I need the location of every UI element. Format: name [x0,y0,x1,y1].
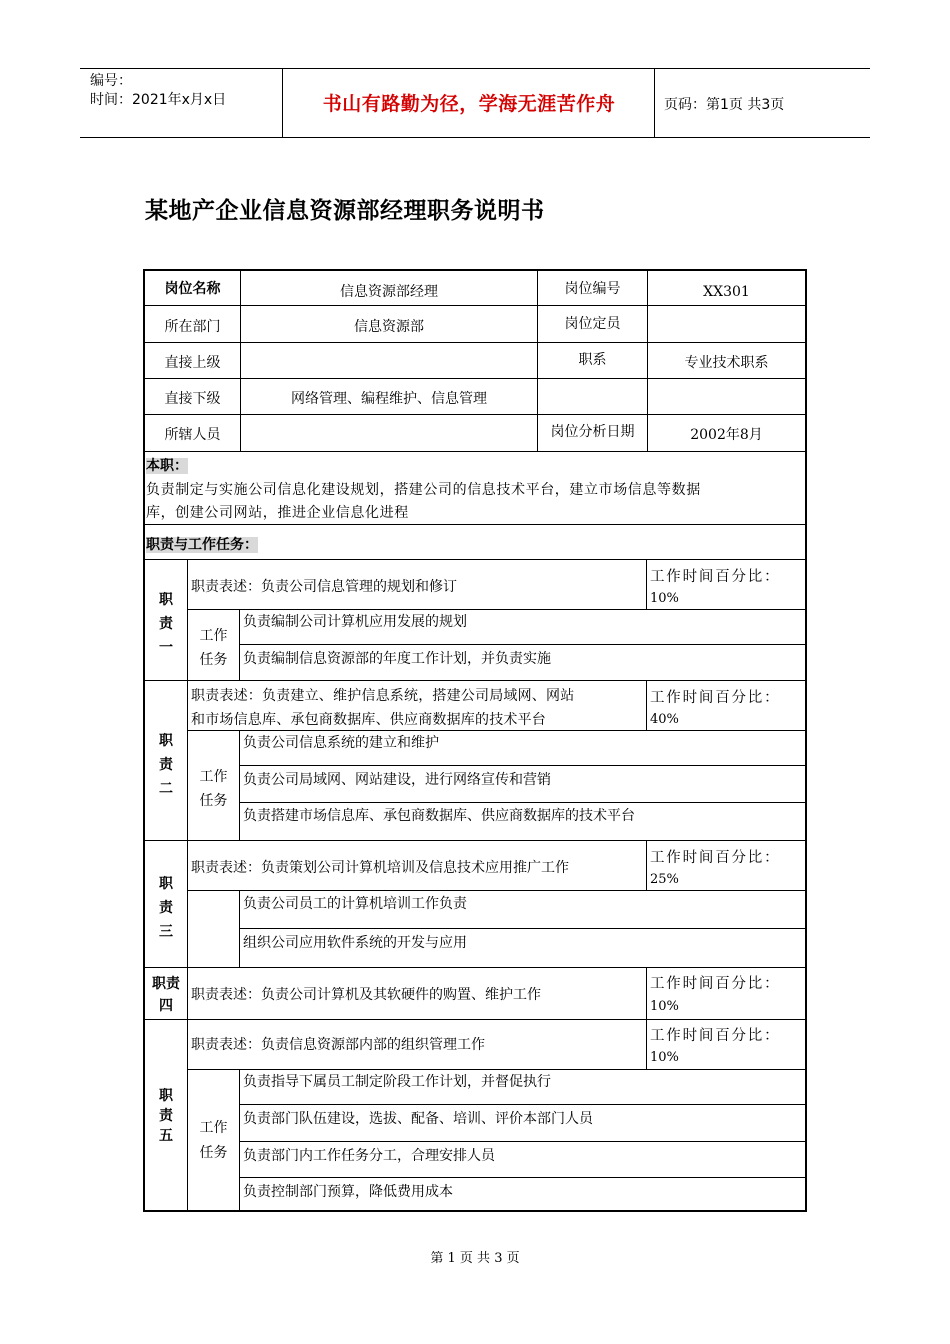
staff-label: 所辖人员 [164,427,221,443]
dept-value: 信息资源部 [354,319,424,335]
duty-2-task-1: 负责公司信息系统的建立和维护 [243,735,439,751]
grid-line [187,1069,807,1070]
duty-line-1: 负责制定与实施公司信息化建设规划，搭建公司的信息技术平台，建立市场信息等数据 [146,482,701,498]
header-meta [90,72,226,110]
subordinate-label: 直接下级 [164,391,221,407]
duty-section-label [146,455,188,477]
duty-3-char: 职 [159,876,173,892]
analysis-date-value: 2002年8月 [690,427,763,443]
grid-line [239,1177,807,1178]
tasks-section-label [146,534,258,556]
duty-5-task-label [188,1116,239,1166]
grid-line [187,609,807,610]
duty-1-task-1: 负责编制公司计算机应用发展的规划 [243,614,467,630]
duty-1-name [145,588,187,660]
duty-4-pct-value: 10% [650,999,679,1014]
task-label-text: 任务 [199,652,228,668]
grid-line [239,1141,807,1142]
grid-line [646,967,647,1019]
duty-3-statement: 职责表述：负责策划公司计算机培训及信息技术应用推广工作 [191,860,569,876]
duty-1-task-2: 负责编制信息资源部的年度工作计划，并负责实施 [243,651,551,667]
document-title: 某地产企业信息资源部经理职务说明书 [145,198,545,224]
duty-5-task-3: 负责部门内工作任务分工，合理安排人员 [243,1148,495,1164]
duty-1-char: 责 [159,616,173,632]
grid-line [646,559,647,609]
duty-1-char: 一 [159,640,173,656]
duty-2-task-2: 负责公司局域网、网站建设，进行网络宣传和营销 [243,772,551,788]
duty-5-char: 五 [159,1128,173,1144]
duty-3-pct-label: 工作时间百分比： [650,850,781,866]
page-footer: 第 1 页 共 3 页 [430,1251,520,1266]
post-no-value: XX301 [703,284,750,300]
job-family-value: 专业技术职系 [684,355,769,371]
task-label-text: 任务 [199,793,228,809]
duty-4-statement: 职责表述：负责公司计算机及其软硬件的购置、维护工作 [191,987,541,1003]
duty-5-task-2: 负责部门队伍建设，选拔、配备、培训、评价本部门人员 [243,1111,593,1127]
grid-line [143,414,807,415]
duty-2-statement-line-1: 职责表述：负责建立、维护信息系统，搭建公司局域网、网站 [191,688,575,704]
duty-4-name-line: 职责 [152,976,180,992]
grid-line [143,559,807,560]
duty-5-pct-label: 工作时间百分比： [650,1028,781,1044]
grid-line [239,644,807,645]
duty-3-task-2: 组织公司应用软件系统的开发与应用 [243,935,467,951]
job-family-label: 职系 [578,352,607,368]
duty-5-task-4: 负责控制部门预算，降低费用成本 [243,1184,453,1200]
grid-line [143,680,807,681]
dept-label: 所在部门 [164,319,221,335]
subordinate-value: 网络管理、编程维护、信息管理 [291,391,487,407]
duty-2-pct-value: 40% [650,712,679,727]
grid-line [143,342,807,343]
duty-1-char: 职 [159,592,173,608]
duty-3-task-1: 负责公司员工的计算机培训工作负责 [243,896,467,912]
duty-1-pct-label: 工作时间百分比： [650,569,781,585]
duty-4-name [145,973,187,1017]
table-border [143,1210,807,1212]
page-header [80,68,870,138]
grid-line [239,765,807,766]
task-label-text: 工作 [199,628,228,644]
duty-1-statement: 职责表述：负责公司信息管理的规划和修订 [191,579,457,595]
duty-2-char: 责 [159,757,173,773]
grid-line [143,840,807,841]
quota-label: 岗位定员 [564,316,621,332]
table-border [805,269,807,1212]
grid-line [143,305,807,306]
duty-5-name [145,1086,187,1146]
duty-5-char: 职 [159,1088,173,1104]
table-border [143,269,807,271]
grid-line [143,1019,807,1020]
task-label-text: 工作 [199,769,228,785]
duty-2-name [145,729,187,801]
duty-3-pct-value: 25% [650,872,679,887]
grid-line [143,524,807,525]
grid-line [143,378,807,379]
grid-line [239,609,240,681]
task-label-text: 工作 [199,1120,228,1136]
grid-line [646,1019,647,1069]
time-label: 时间：2021年x月x日 [90,92,227,108]
duty-3-char: 三 [159,924,173,940]
duty-1-pct-value: 10% [650,591,679,606]
grid-line [143,967,807,968]
post-name-value: 信息资源部经理 [340,284,438,300]
duty-2-statement-line-2: 和市场信息库、承包商数据库、供应商数据库的技术平台 [191,712,546,728]
post-no-label: 岗位编号 [564,281,621,297]
duty-2-task-label [188,765,239,813]
duty-1-task-label [188,624,239,672]
duty-section-label-text: 本职： [146,458,188,474]
duty-5-statement: 职责表述：负责信息资源部内部的组织管理工作 [191,1037,485,1053]
duty-2-task-3: 负责搭建市场信息库、承包商数据库、供应商数据库的技术平台 [243,808,635,824]
task-label-text: 任务 [199,1145,228,1161]
grid-line [239,928,807,929]
post-name-label: 岗位名称 [164,281,221,297]
superior-label: 直接上级 [164,355,221,371]
duty-5-char: 责 [159,1108,173,1124]
duty-5-pct-value: 10% [650,1050,679,1065]
grid-line [143,451,807,452]
tasks-section-label-text: 职责与工作任务： [146,537,258,553]
grid-line [239,730,240,840]
duty-3-name [145,872,187,944]
grid-line [646,680,647,730]
analysis-date-label: 岗位分析日期 [550,424,635,440]
duty-4-name-line: 四 [159,998,173,1014]
duty-2-char: 职 [159,733,173,749]
duty-4-pct-label: 工作时间百分比： [650,976,781,992]
header-page-info: 页码：第1页 共3页 [664,97,785,113]
number-label: 编号： [90,73,132,89]
duty-3-char: 责 [159,900,173,916]
duty-2-char: 二 [159,781,173,797]
grid-line [239,1104,807,1105]
grid-line [187,890,807,891]
duty-5-task-1: 负责指导下属员工制定阶段工作计划，并督促执行 [243,1074,551,1090]
grid-line [187,730,807,731]
duty-line-2: 库，创建公司网站，推进企业信息化进程 [146,505,409,521]
grid-line [646,840,647,890]
header-motto: 书山有路勤为径，学海无涯苦作舟 [322,93,616,115]
grid-line [239,802,807,803]
duty-2-pct-label: 工作时间百分比： [650,690,781,706]
grid-line [239,1069,240,1211]
